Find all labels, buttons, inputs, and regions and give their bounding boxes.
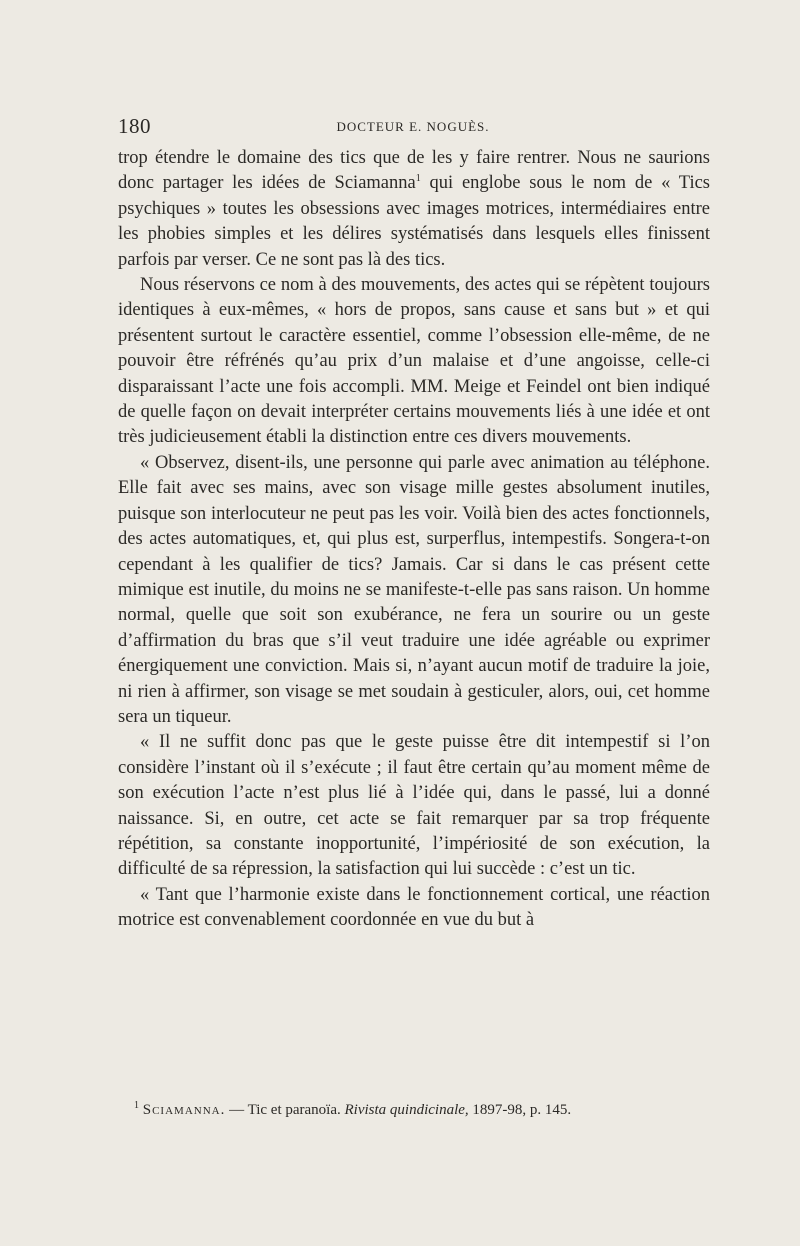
page-header	[118, 114, 708, 140]
footnote-journal: Rivista quindicinale,	[344, 1102, 469, 1118]
footnote-mark: 1	[134, 1100, 139, 1111]
paragraph-1	[118, 146, 710, 273]
body-text	[118, 146, 710, 934]
paragraph-1-continuation: qui englobe sous le nom de « Tics psychiques » toutes les obsessions avec images motrices, intermédiaires entre les phobies simples et les délires systématisés dans lesquels elles finissent parfois par verser. Ce ne sont pas là des tics.	[118, 173, 710, 270]
paragraph-3: « Observez, disent-ils, une personne qui parle avec animation au téléphone. Elle fait avec ses mains, avec son visage mille gestes absolument inutiles, puisque son interlocuteur ne peut pas les voir. Voilà bien des actes fonctionnels, des actes automatiques, et, qui plus est, surperflus, intempestifs. Songera-t-on cependant à les qualifier de tics? Jamais. Car si dans le cas présent cette mimique est inutile, du moins ne se manifeste-t-elle pas sans raison. Un homme normal, quelle que soit son exubérance, ne fera un sourire ou un geste d’affirmation du bras que s’il veut traduire une idée agréable ou exprimer énergiquement une conviction. Mais si, n’ayant aucun motif de traduire la joie, ni rien à affirmer, son visage se met soudain à gesticuler, alors, oui, cet homme sera un tiqueur.	[118, 452, 710, 727]
running-head: DOCTEUR E. NOGUÈS.	[336, 119, 490, 134]
paragraph-1-text: trop étendre le domaine des tics que de les y faire rentrer. Nous ne saurions donc partager les idées de Sciamanna	[118, 148, 710, 194]
paragraph-2: Nous réservons ce nom à des mouvements, des actes qui se répètent toujours identiques à eux-mêmes, « hors de propos, sans cause et sans but » et qui présentent surtout le caractère essentiel, comme l’obsession elle-même, de ne pouvoir être réfrénés qu’au prix d’un malaise et d’une angoisse, celle-ci disparaissant l’acte une fois accompli. MM. Meige et Feindel ont bien indiqué de quelle façon on devait interpréter certains mouvements liés à une idée et ont très judicieusement établi la distinction entre ces divers mouvements.	[118, 275, 710, 448]
page-number: 180	[118, 114, 151, 138]
footnote-reference: 1	[415, 173, 421, 185]
paragraph-5: « Tant que l’harmonie existe dans le fonctionnement cortical, une réaction motrice est convenablement coordonnée en vue du but à	[118, 884, 710, 931]
footnote-details: 1897-98, p. 145.	[468, 1102, 572, 1118]
footnote-author: Sciamanna.	[142, 1102, 226, 1118]
footnote-title: — Tic et paranoïa.	[225, 1102, 345, 1118]
footnote	[118, 1100, 710, 1120]
paragraph-4: « Il ne suffit donc pas que le geste puisse être dit intempestif si l’on considère l’instant où il s’exécute ; il faut être certain qu’au moment même de son exécution l’acte n’est plus lié à l’idée qui, dans le passé, lui a donné naissance. Si, en outre, cet acte se fait remarquer par sa trop fréquente répétition, sa constante inopportunité, l’impériosité de son exécution, la difficulté de sa répression, la satisfaction qui lui succède : c’est un tic.	[118, 732, 710, 880]
